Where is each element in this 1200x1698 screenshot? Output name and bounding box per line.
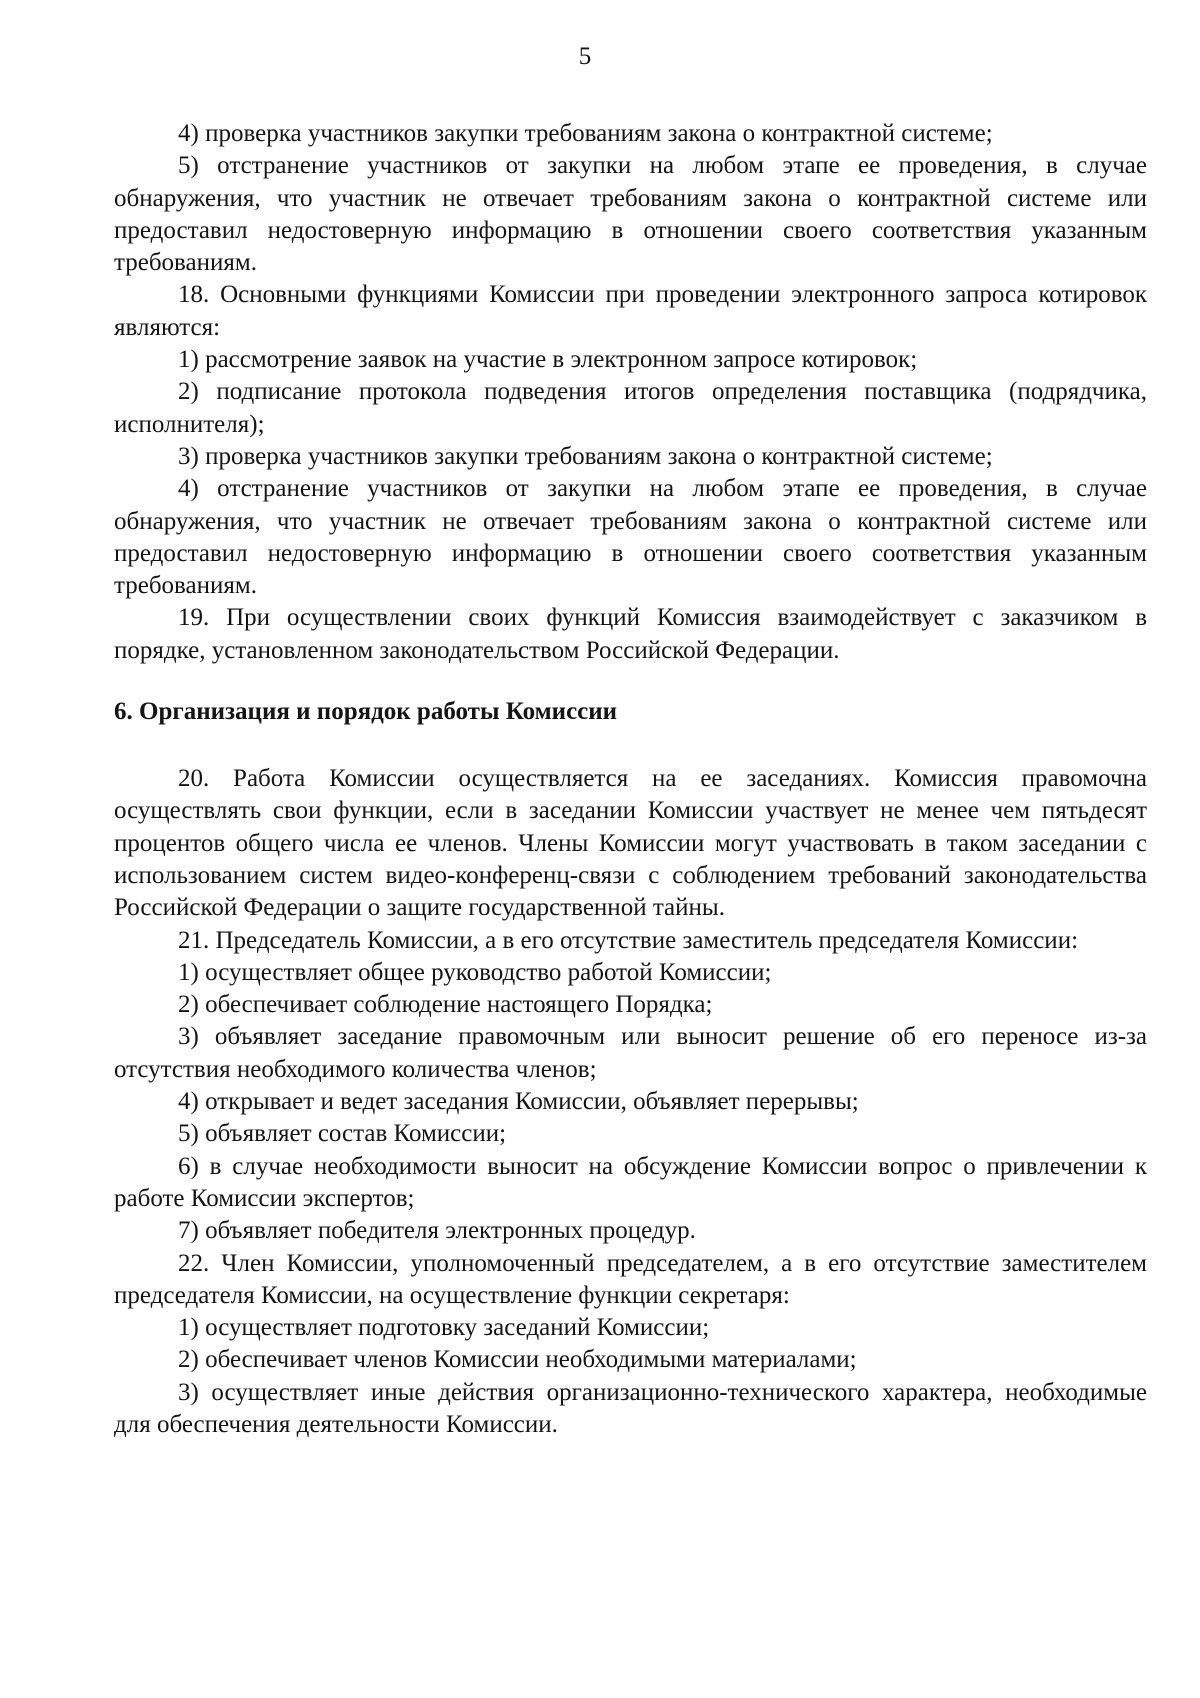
clause-19: 19. При осуществлении своих функций Комиссия взаимодействует с заказчиком в порядке, установленном законодательством Российской Федерации. — [114, 604, 1147, 664]
clause-21-item-2: 2) обеспечивает соблюдение настоящего Порядка; — [178, 991, 713, 1019]
clause-21-item-3: 3) объявляет заседание правомочным или выносит решение об его переносе из-за отсутствия необходимого количества членов; — [114, 1023, 1147, 1083]
clause-22-item-2: 2) обеспечивает членов Комиссии необходимыми материалами; — [178, 1346, 857, 1374]
list-item-5-removing-participants: 5) отстранение участников от закупки на любом этапе ее проведения, в случае обнаружения, что участник не отвечает требованиям закона о контрактной системе или предоставил недостоверную информацию в отношении своего соответствия указанным требованиям. — [114, 152, 1147, 277]
document-body — [114, 118, 1147, 1441]
section-heading: 6. Организация и порядок работы Комиссии — [114, 698, 618, 726]
clause-18-item-3: 3) проверка участников закупки требованиям закона о контрактной системе; — [178, 442, 993, 470]
clause-22-item-1: 1) осуществляет подготовку заседаний Комиссии; — [178, 1314, 710, 1342]
clause-18: 18. Основными функциями Комиссии при проведении электронного запроса котировок являются: — [114, 281, 1147, 341]
clause-21-item-4: 4) открывает и ведет заседания Комиссии, объявляет перерывы; — [178, 1088, 859, 1116]
clause-18-item-2: 2) подписание протокола подведения итогов определения поставщика (подрядчика, исполнителя); — [114, 378, 1147, 438]
clause-21-item-7: 7) объявляет победителя электронных процедур. — [178, 1217, 696, 1245]
page-number: 5 — [578, 43, 592, 70]
clause-21: 21. Председатель Комиссии, а в его отсутствие заместитель председателя Комиссии: — [178, 926, 1079, 954]
clause-20: 20. Работа Комиссии осуществляется на ее заседаниях. Комиссия правомочна осуществлять свои функции, если в заседании Комиссии участвует не менее чем пятьдесят процентов общего числа ее членов. Члены Комиссии могут участвовать в таком заседании с использованием систем видео-конференц-связи с соблюдением требований законодательства Российской Федерации о защите государственной тайны. — [114, 765, 1147, 922]
clause-18-item-1: 1) рассмотрение заявок на участие в электронном запросе котировок; — [178, 346, 918, 374]
list-item-4-checking-participants: 4) проверка участников закупки требованиям закона о контрактной системе; — [178, 120, 993, 147]
clause-22: 22. Член Комиссии, уполномоченный председателем, а в его отсутствие заместителем председателя Комиссии, на осуществление функции секретаря: — [114, 1249, 1147, 1309]
clause-21-item-6: 6) в случае необходимости выносит на обсуждение Комиссии вопрос о привлечении к работе Комиссии экспертов; — [114, 1152, 1147, 1212]
clause-21-item-1: 1) осуществляет общее руководство работой Комиссии; — [178, 958, 772, 986]
clause-18-item-4: 4) отстранение участников от закупки на любом этапе ее проведения, в случае обнаружения, что участник не отвечает требованиям закона о контрактной системе или предоставил недостоверную информацию в отношении своего соответствия указанным требованиям. — [114, 475, 1147, 600]
clause-21-item-5: 5) объявляет состав Комиссии; — [178, 1120, 507, 1148]
clause-22-item-3: 3) осуществляет иные действия организационно-технического характера, необходимые для обеспечения деятельности Комиссии. — [114, 1378, 1147, 1438]
